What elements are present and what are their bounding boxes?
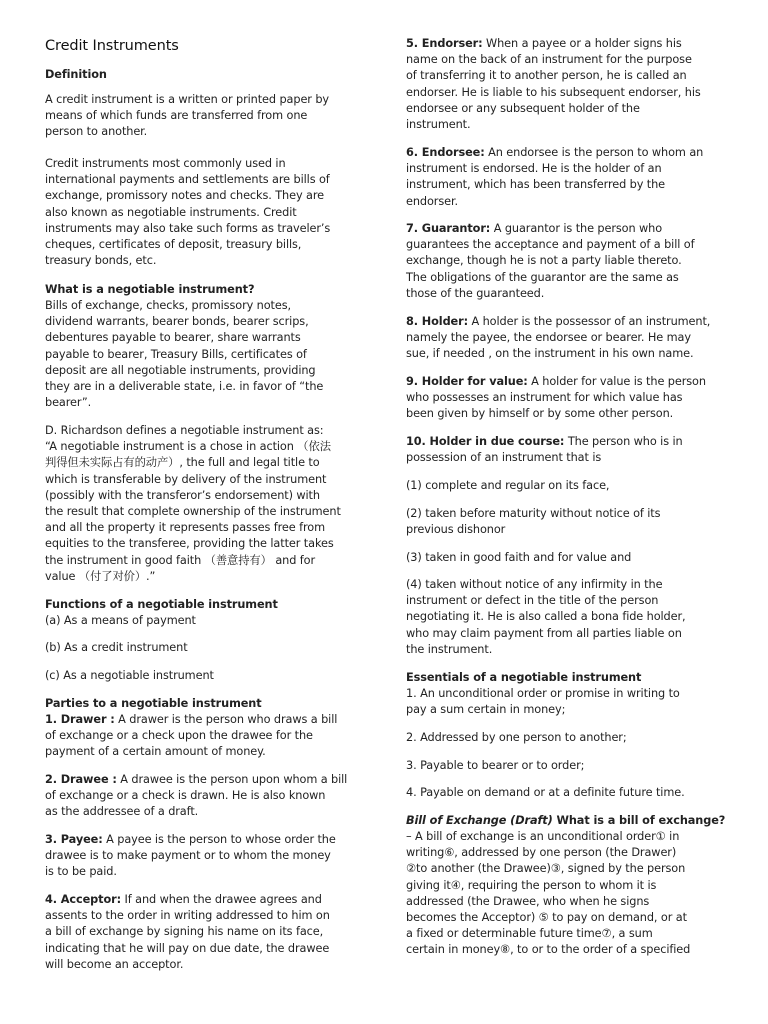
party-endorser: 5. Endorser: When a payee or a holder signs his name on the back of an instrument for the purpose of transferring it to another person, he is called an endorser. He is liable to his subsequent endorser, his endorsee or any subsequent holder of the instrument. (406, 37, 701, 132)
page-title: Credit Instruments (45, 38, 179, 54)
functions-heading: Functions of a negotiable instrument (45, 598, 278, 611)
bill-of-exchange-heading: Bill of Exchange (Draft) What is a bill of exchange? (406, 814, 726, 827)
essential-1: 1. An unconditional order or promise in writing to pay a sum certain in money; (406, 687, 680, 717)
party-endorsee: 6. Endorsee: An endorsee is the person to whom an instrument is endorsed. He is the holder of an instrument, which has been transferred by the endorser. (406, 146, 704, 208)
party-acceptor: 4. Acceptor: If and when the drawee agrees and assents to the order in writing addressed to him on a bill of exchange by signing his name on its face, indicating that he will pay on due date, the drawee will become an acceptor. (45, 893, 330, 971)
party-holder-in-due-course: 10. Holder in due course: The person who is in possession of an instrument that is (406, 435, 683, 465)
negotiable-examples-paragraph: Bills of exchange, checks, promissory notes, dividend warrants, bearer bonds, bearer scrips, debentures payable to bearer, share warrants payable to bearer, Treasury Bills, certificates of deposit are all negotiable instruments, providing they are in a deliverable state, i.e. in favor of “the bearer”. (45, 299, 324, 410)
condition-3: (3) taken in good faith and for value and (406, 551, 632, 564)
essential-3: 3. Payable to bearer or to order; (406, 759, 585, 772)
credit-instruments-paragraph: Credit instruments most commonly used in international payments and settlements are bills of exchange, promissory notes and checks. They are also known as negotiable instruments. Credit instruments may also take such forms as traveler’s cheques, certificates of deposit, treasury bills, treasury bonds, etc. (45, 157, 331, 268)
function-a: (a) As a means of payment (45, 614, 196, 627)
condition-2: (2) taken before maturity without notice of its previous dishonor (406, 507, 661, 537)
party-drawee: 2. Drawee : A drawee is the person upon whom a bill of exchange or a check is drawn. He is also known as the addressee of a draft. (45, 773, 348, 819)
party-payee: 3. Payee: A payee is the person to whose order the drawee is to make payment or to whom the money is to be paid. (45, 833, 336, 879)
function-b: (b) As a credit instrument (45, 641, 188, 654)
negotiable-question-heading: What is a negotiable instrument? (45, 283, 255, 296)
parties-heading: Parties to a negotiable instrument (45, 697, 262, 710)
function-c: (c) As a negotiable instrument (45, 669, 214, 682)
party-holder-for-value: 9. Holder for value: A holder for value is the person who possesses an instrument for which value has been given by himself or by some other person. (406, 375, 706, 421)
essential-4: 4. Payable on demand or at a definite future time. (406, 786, 685, 799)
definition-paragraph: A credit instrument is a written or printed paper by means of which funds are transferred from one person to another. (45, 93, 329, 139)
definition-heading: Definition (45, 68, 107, 81)
party-holder: 8. Holder: A holder is the possessor of an instrument, namely the payee, the endorsee or bearer. He may sue, if needed , on the instrument in his own name. (406, 315, 711, 361)
richardson-definition-paragraph: D. Richardson defines a negotiable instrument as: “A negotiable instrument is a chose in action （依法 判得但未实际占有的动产）, the full and legal title to which is transferable by delivery of the instrument (possibly with the transferor’s endorsement) with the result that complete ownership of the instrument and all the property it represents passes free from equities to the transferee, providing the latter takes the instrument in good faith （善意持有） and for value （付了对价）.” (45, 424, 341, 583)
condition-4: (4) taken without notice of any infirmity in the instrument or defect in the title of the person negotiating it. He is also called a bona fide holder, who may claim payment from all parties liable on the instrument. (406, 578, 686, 656)
party-guarantor: 7. Guarantor: A guarantor is the person who guarantees the acceptance and payment of a bill of exchange, though he is not a party liable thereto. The obligations of the guarantor are the same as those of the guaranteed. (406, 222, 695, 300)
party-drawer: 1. Drawer : A drawer is the person who draws a bill of exchange or a check upon the drawee for the payment of a certain amount of money. (45, 713, 338, 759)
essentials-heading: Essentials of a negotiable instrument (406, 671, 642, 684)
condition-1: (1) complete and regular on its face, (406, 479, 610, 492)
bill-of-exchange-paragraph: – A bill of exchange is an unconditional order① in writing⑥, addressed by one person (the Drawer) ②to another (the Drawee)③, signed by the person giving it④, requiring the person to whom it is addressed (the Drawee, who when he signs becomes the Acceptor) ⑤ to pay on demand, or at a fixed or determinable future time⑦, a sum certain in money⑧, to or to the order of a specified (406, 830, 691, 957)
essential-2: 2. Addressed by one person to another; (406, 731, 627, 744)
